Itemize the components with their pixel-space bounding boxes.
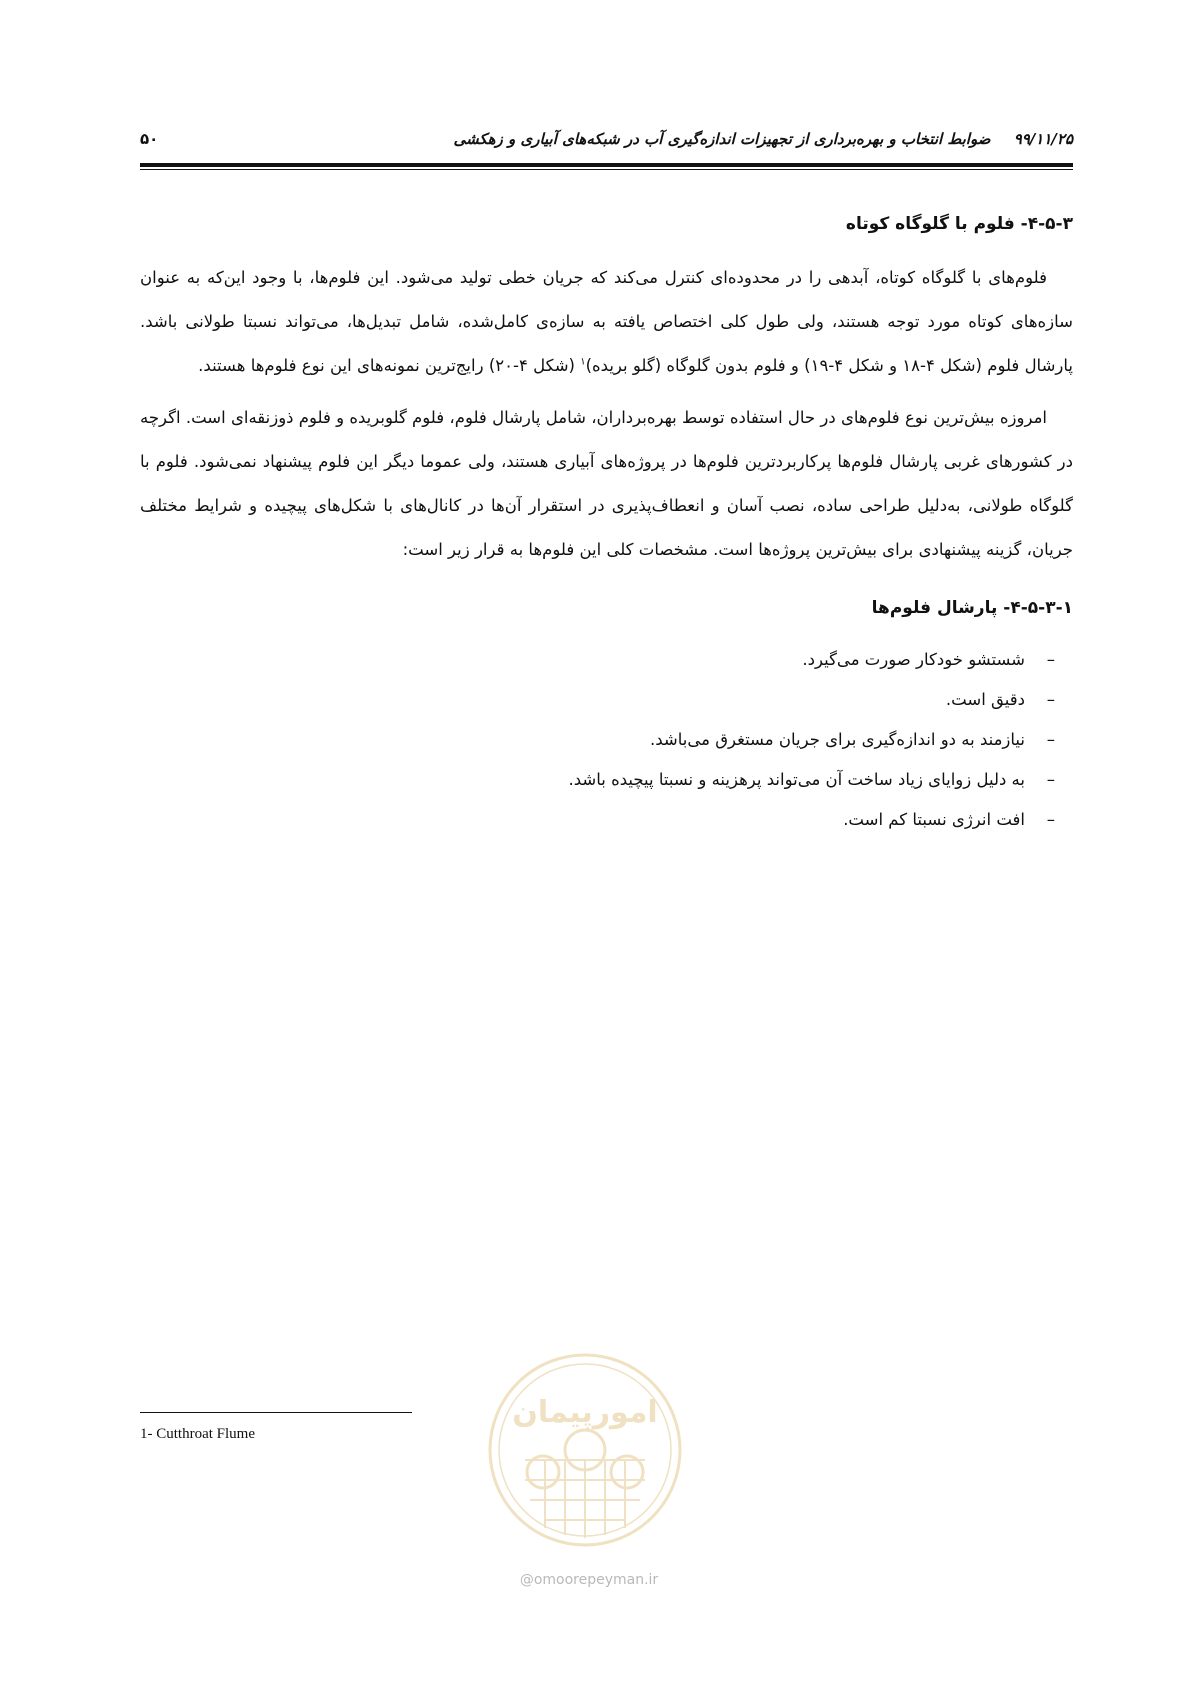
dash-bullet: –	[1046, 770, 1055, 789]
watermark-url: @omoorepeyman.ir	[519, 1572, 659, 1588]
page-body	[140, 210, 1073, 840]
list-item: – شستشو خودکار صورت می‌گیرد.	[140, 640, 1025, 680]
subsection-heading: ۴-۵-۳-۱- پارشال فلوم‌ها	[871, 598, 1073, 618]
section-heading: ۴-۵-۳- فلوم با گلوگاه کوتاه	[845, 214, 1073, 234]
list-item: – افت انرژی نسبتا کم است.	[140, 800, 1025, 840]
paragraph-1-tail: (شکل ۴-۲۰) رایج‌ترین نمونه‌های این نوع فلوم‌ها هستند.	[198, 356, 581, 375]
dash-bullet: –	[1046, 810, 1055, 829]
paragraph-2: امروزه بیش‌ترین نوع فلوم‌های در حال استفاده توسط بهره‌برداران، شامل پارشال فلوم، فلوم گلوبریده و فلوم ذوزنقه‌ای است. اگرچه در کشورهای غربی پارشال فلوم‌ها پرکاربردترین فلوم‌ها در پروژه‌های آبیاری هستند، ولی عموما دیگر این فلوم پیشنهاد نمی‌شود. فلوم با گلوگاه طولانی، به‌دلیل طراحی ساده، نصب آسان و انعطاف‌پذیری در استقرار آن‌ها در کانال‌های با شکل‌های پیچیده و شرایط مختلف جریان، گزینه پیشنهادی برای بیش‌ترین پروژه‌ها است. مشخصات کلی این فلوم‌ها به قرار زیر است:	[140, 408, 1073, 559]
dash-bullet: –	[1046, 690, 1055, 709]
header-rule-thick	[140, 163, 1073, 167]
footnote: 1- Cutthroat Flume	[140, 1426, 255, 1442]
list-item: – به دلیل زوایای زیاد ساخت آن می‌تواند پرهزینه و نسبتا پیچیده باشد.	[140, 760, 1025, 800]
footnote-ref[interactable]: ۱	[580, 356, 586, 368]
watermark-logo-icon	[485, 1350, 685, 1550]
header-date: ۹۹/۱۱/۲۵	[1013, 130, 1073, 148]
paragraph-1	[140, 256, 1073, 388]
page-number: ۵۰	[140, 130, 159, 148]
bullet-list	[140, 640, 1073, 840]
header-rule-thin	[140, 169, 1073, 170]
watermark-logo-text: امورپیمان	[512, 1395, 658, 1430]
list-item: – دقیق است.	[140, 680, 1025, 720]
dash-bullet: –	[1046, 650, 1055, 669]
header-title: ضوابط انتخاب و بهره‌برداری از تجهیزات اندازه‌گیری آب در شبکه‌های آبیاری و زهکشی	[453, 130, 991, 148]
footnote-rule	[140, 1412, 412, 1413]
dash-bullet: –	[1046, 730, 1055, 749]
list-item: – نیازمند به دو اندازه‌گیری برای جریان مستغرق می‌باشد.	[140, 720, 1025, 760]
header-title-line	[453, 128, 1073, 150]
paragraph-1-text: فلوم‌های با گلوگاه کوتاه، آبدهی را در محدوده‌ای کنترل می‌کند که جریان خطی تولید می‌شود. این فلوم‌ها، با وجود این‌که به عنوان سازه‌های کوتاه مورد توجه هستند، ولی طول کلی اختصاص یافته به سازه‌ی کامل‌شده، شامل تبدیل‌ها، می‌تواند نسبتا طولانی باشد. پارشال فلوم (شکل ۴-۱۸ و شکل ۴-۱۹) و فلوم بدون گلوگاه (گلو بریده)	[140, 268, 1073, 375]
